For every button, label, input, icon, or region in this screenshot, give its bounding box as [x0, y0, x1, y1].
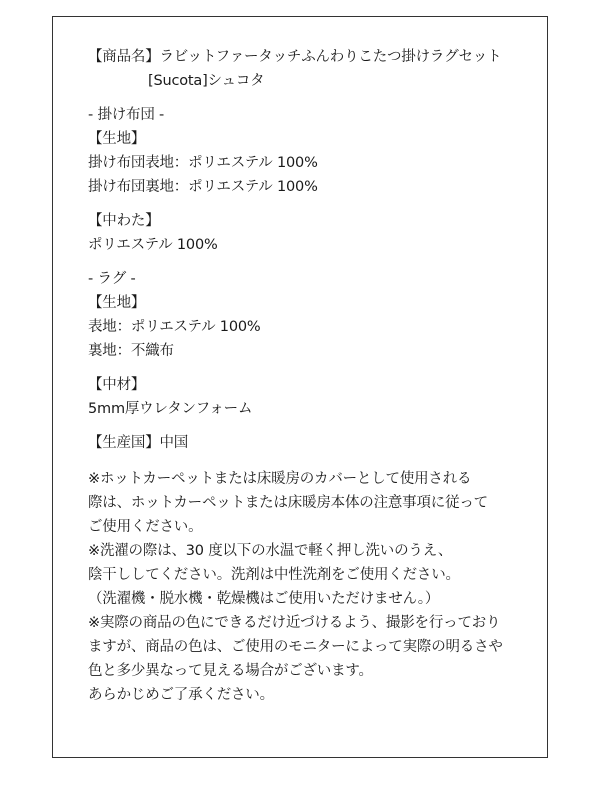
product-name-line1: 【商品名】ラビットファータッチふんわりこたつ掛けラグセット: [88, 49, 502, 65]
futon-section-title: - 掛け布団 -: [88, 107, 165, 123]
note-line: 際は、ホットカーペットまたは床暖房本体の注意事項に従って: [88, 495, 488, 511]
note-line: ご使用ください。: [88, 519, 203, 535]
note-line: ※ホットカーペットまたは床暖房のカバーとして使用される: [88, 471, 472, 487]
futon-filling: ポリエステル 100%: [88, 237, 218, 253]
rug-fabric-front: 表地：ポリエステル 100%: [88, 319, 261, 335]
rug-fabric-back: 裏地：不織布: [88, 343, 174, 359]
futon-fabric-front: 掛け布団表地：ポリエステル 100%: [88, 155, 318, 171]
rug-core-heading: 【中材】: [88, 377, 146, 393]
care-notes: [88, 467, 538, 707]
note-line: ※洗濯の際は、30 度以下の水温で軽く押し洗いのうえ、: [88, 543, 453, 559]
spacer: [88, 421, 538, 431]
rug-fabric-heading: 【生地】: [88, 295, 146, 311]
note-line: 色と多少異なって見える場合がございます。: [88, 663, 373, 679]
spacer: [88, 93, 538, 103]
spec-content: [88, 45, 538, 707]
note-line: （洗濯機・脱水機・乾燥機はご使用いただけません。）: [88, 591, 440, 607]
futon-fabric-heading: 【生地】: [88, 131, 146, 147]
note-line: 陰干ししてください。洗剤は中性洗剤をご使用ください。: [88, 567, 460, 583]
origin-line: 【生産国】中国: [88, 435, 189, 451]
spacer: [88, 257, 538, 267]
rug-core: 5mm厚ウレタンフォーム: [88, 401, 253, 417]
spec-frame: [52, 16, 548, 758]
spacer: [88, 455, 538, 467]
note-line: ※実際の商品の色にできるだけ近づけるよう、撮影を行っており: [88, 615, 501, 631]
spacer: [88, 199, 538, 209]
spacer: [88, 363, 538, 373]
note-line: あらかじめご了承ください。: [88, 687, 274, 703]
futon-filling-heading: 【中わた】: [88, 213, 160, 229]
note-line: ますが、商品の色は、ご使用のモニターによって実際の明るさや: [88, 639, 503, 655]
futon-fabric-back: 掛け布団裏地：ポリエステル 100%: [88, 179, 318, 195]
rug-section-title: - ラグ -: [88, 271, 136, 287]
product-name-line2: [Sucota]シュコタ: [148, 73, 265, 89]
